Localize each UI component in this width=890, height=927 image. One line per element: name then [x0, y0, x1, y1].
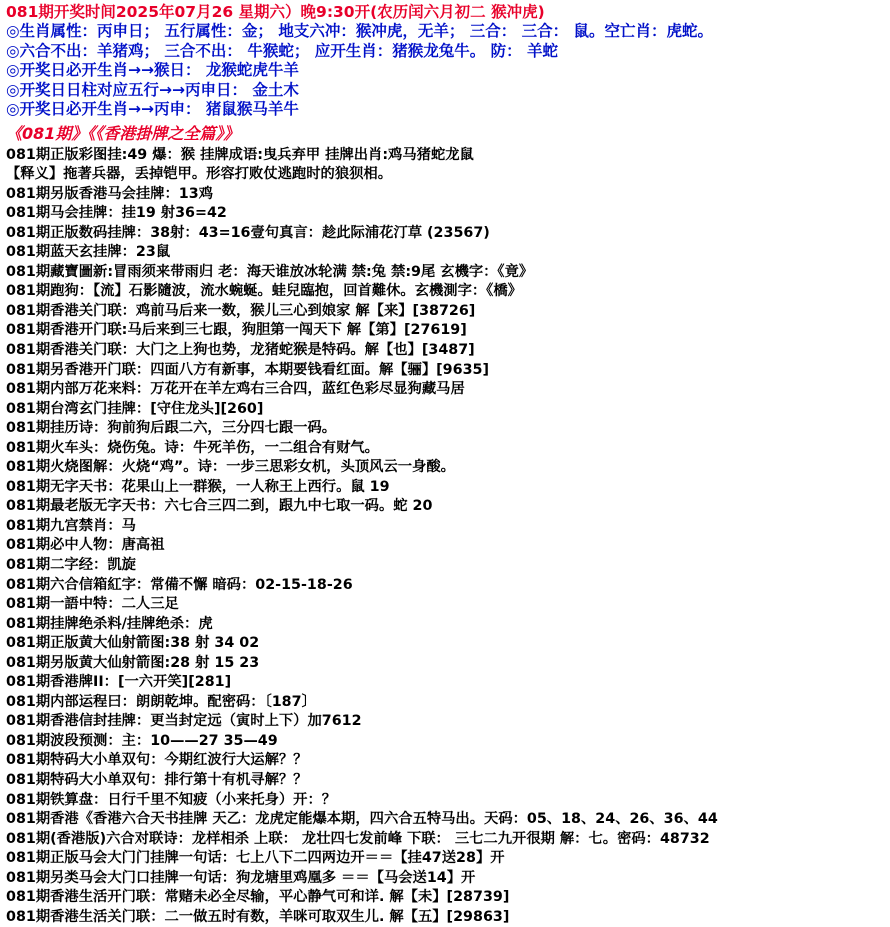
list-item: 081期香港生活开门联：常赌未必全尽输，平心静气可和详. 解【未】[28739]: [6, 888, 886, 908]
list-item: 081期香港关门联：大门之上狗也势，龙猪蛇猴是特码。解【也】[3487]: [6, 341, 886, 361]
attribute-line: ◎开奖日必开生肖→→猴日： 龙猴蛇虎牛羊: [6, 61, 886, 81]
list-item: 081期内部运程曰：朗朗乾坤。配密码：〔187〕: [6, 693, 886, 713]
section-title: 《081期》《《香港掛牌之全篇》》: [6, 123, 886, 144]
list-item: 081期跑狗：【流】石影隨波，流水蜿蜒。蛙兒臨抱，回首難休。玄機測字：《橋》: [6, 282, 886, 302]
list-item: 081期正版数码挂牌：38射：43=16壹句真言：趁此际浦花汀草 (23567): [6, 224, 886, 244]
list-item: 081期特码大小单双句：排行第十有机寻解？？: [6, 771, 886, 791]
list-item: 081期台湾玄门挂牌：[守住龙头][260]: [6, 400, 886, 420]
attribute-line: ◎开奖日必开生肖→→丙申： 猪鼠猴马羊牛: [6, 100, 886, 120]
list-item: 081期马会挂牌：挂19 射36=42: [6, 204, 886, 224]
list-item: 081期内部万花来料：万花开在羊左鸡右三合四，蓝红色彩尽显狗藏马居: [6, 380, 886, 400]
list-item: 081期香港开门联:马后来到三七跟，狗胆第一闯天下 解【第】[27619]: [6, 321, 886, 341]
list-item: 081期六合信箱紅字：常備不懈 暗码：02-15-18-26: [6, 576, 886, 596]
list-item: 081期藏寶圖新:冒雨须来带雨归 老：海天谁放冰轮满 禁:兔 禁:9尾 玄機字：《竟》: [6, 263, 886, 283]
list-item: 081期正版彩图挂:49 爆：猴 挂牌成语:曳兵弃甲 挂牌出肖:鸡马猪蛇龙鼠: [6, 146, 886, 166]
list-item: 081期火车头：烧伤兔。诗：牛死羊伤，一二组合有财气。: [6, 439, 886, 459]
draw-time-header: 081期开奖时间2025年07月26 星期六）晚9:30开(农历闰六月初二 猴冲虎): [6, 2, 886, 22]
list-item: 081期波段预测：主：10——27 35—49: [6, 732, 886, 752]
list-item: 081期一語中特：二人三足: [6, 595, 886, 615]
list-item: 【释义】拖著兵器，丢掉铠甲。形容打败仗逃跑时的狼狈相。: [6, 165, 886, 185]
attribute-line: ◎六合不出：羊猪鸡； 三合不出： 牛猴蛇； 应开生肖：猪猴龙兔牛。 防： 羊蛇: [6, 42, 886, 62]
attribute-line: ◎开奖日日柱对应五行→→丙申日： 金土木: [6, 81, 886, 101]
list-item: 081期铁算盘：日行千里不知疲（小来托身）开：？: [6, 791, 886, 811]
list-item: 081期二字经：凯旋: [6, 556, 886, 576]
list-item: 081期另香港开门联：四面八方有新事，本期要钱看红面。解【骊】[9635]: [6, 361, 886, 381]
list-item: 081期香港信封挂牌：更当封定远（寅时上下）加7612: [6, 712, 886, 732]
list-item: 081期最老版无字天书：六七合三四二到，跟九中七取一码。蛇 20: [6, 497, 886, 517]
list-item: 081期香港《香港六合天书挂牌 天乙：龙虎定能爆本期，四六合五特马出。天码：05、18、24、26、36、44: [6, 810, 886, 830]
list-item: 081期另类马会大门口挂牌一句话：狗龙塘里鸡凰多 ＝＝【马会送14】开: [6, 869, 886, 889]
list-item: 081期(香港版)六合对联诗：龙样相杀 上联： 龙壮四七发前峰 下联： 三七二九开很期 解：七。密码：48732: [6, 830, 886, 850]
list-item: 081期九宫禁肖：马: [6, 517, 886, 537]
list-item: 081期正版黄大仙射箭图:38 射 34 02: [6, 634, 886, 654]
attribute-line: ◎生肖属性：丙申日； 五行属性：金； 地支六冲：猴冲虎，无羊； 三合： 三合： 鼠。空亡肖：虎蛇。: [6, 22, 886, 42]
list-item: 081期挂牌绝杀料/挂牌绝杀：虎: [6, 615, 886, 635]
list-item: 081期无字天书：花果山上一群猴，一人称王上西行。鼠 19: [6, 478, 886, 498]
list-item: 081期香港牌II：[一六开笑][281]: [6, 673, 886, 693]
attributes-block: [6, 22, 886, 120]
list-item: 081期特码大小单双句：今期红波行大运解？？: [6, 751, 886, 771]
list-item: 081期挂历诗：狗前狗后跟二六，三分四七跟一码。: [6, 419, 886, 439]
list-item: 081期香港生活关门联：二一做五时有数，羊咪可取双生儿. 解【五】[29863]: [6, 908, 886, 927]
list-item: 081期蓝天玄挂牌：23鼠: [6, 243, 886, 263]
list-item: 081期另版香港马会挂牌：13鸡: [6, 185, 886, 205]
list-item: 081期香港关门联：鸡前马后来一数，猴儿三心到娘家 解【来】[38726]: [6, 302, 886, 322]
list-item: 081期必中人物：唐高祖: [6, 536, 886, 556]
list-item: 081期正版马会大门门挂牌一句话：七上八下二四两边开＝＝【挂47送28】开: [6, 849, 886, 869]
content-list: [6, 146, 886, 927]
list-item: 081期另版黄大仙射箭图:28 射 15 23: [6, 654, 886, 674]
list-item: 081期火烧图解：火烧“鸡”。诗：一步三思彩女机，头顶风云一身酸。: [6, 458, 886, 478]
